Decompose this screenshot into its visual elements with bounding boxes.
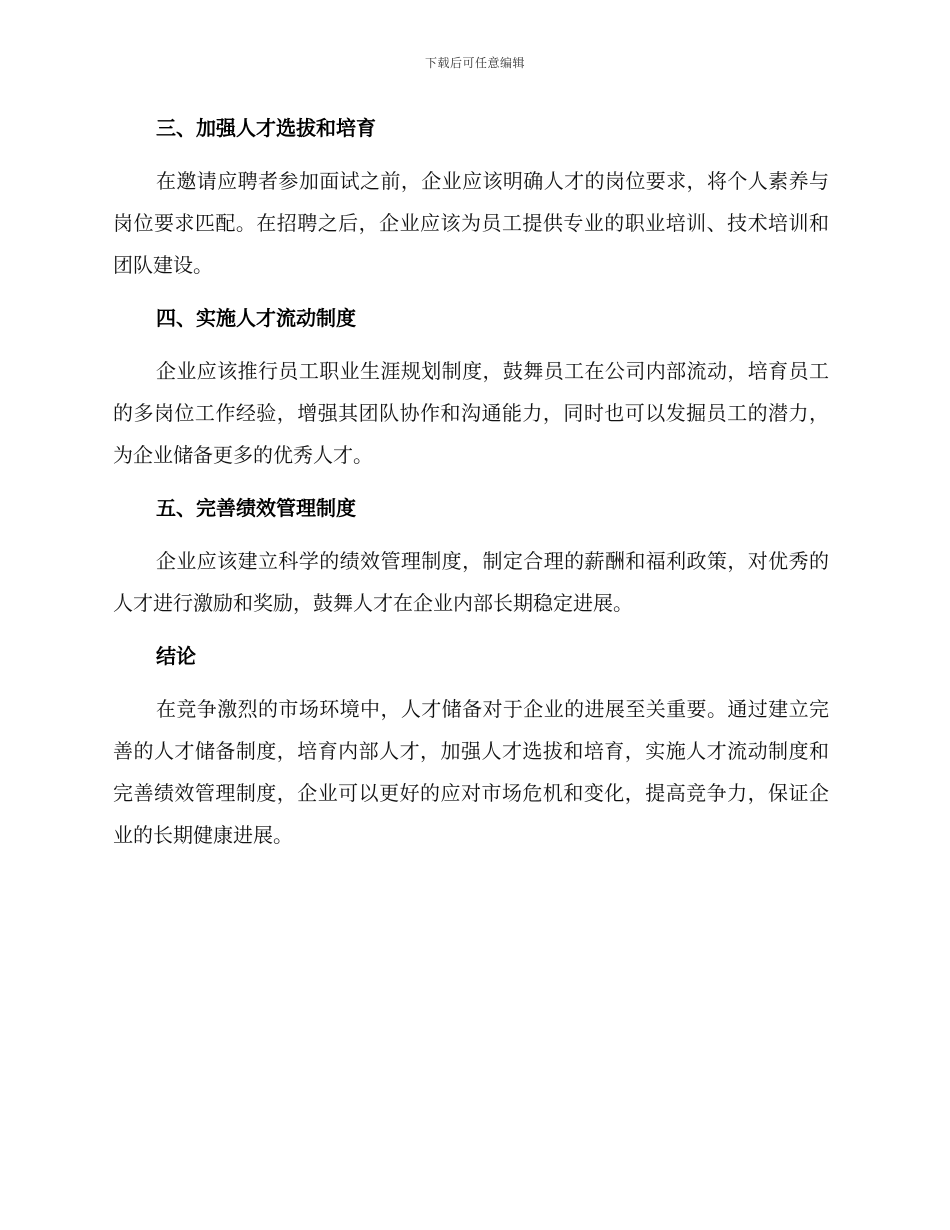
section-heading: 三、加强人才选拔和培育 [156,116,376,140]
section-paragraph: 企业应该推行员工职业生涯规划制度，鼓舞员工在公司内部流动，培育员工的多岗位工作经验，增强其团队协作和沟通能力，同时也可以发掘员工的潜力，为企业储备更多的优秀人才。 [113,359,829,467]
section-heading: 结论 [156,644,196,668]
section-conclusion [113,636,829,856]
section-paragraph: 企业应该建立科学的绩效管理制度，制定合理的薪酬和福利政策，对优秀的人才进行激励和奖励，鼓舞人才在企业内部长期稳定进展。 [113,549,829,615]
document-body [113,108,829,856]
section-heading: 五、完善绩效管理制度 [156,496,356,520]
section-paragraph: 在竞争激烈的市场环境中，人才储备对于企业的进展至关重要。通过建立完善的人才储备制度，培育内部人才，加强人才选拔和培育，实施人才流动制度和完善绩效管理制度，企业可以更好的应对市场危机和变化，提高竞争力，保证企业的长期健康进展。 [113,697,829,847]
section-talent-selection [113,108,829,298]
section-performance-management [113,488,829,636]
section-talent-mobility [113,298,829,488]
page-header: 下载后可任意编辑 [424,56,525,70]
section-heading: 四、实施人才流动制度 [156,306,356,330]
section-paragraph: 在邀请应聘者参加面试之前，企业应该明确人才的岗位要求，将个人素养与岗位要求匹配。在招聘之后，企业应该为员工提供专业的职业培训、技术培训和团队建设。 [113,169,829,277]
